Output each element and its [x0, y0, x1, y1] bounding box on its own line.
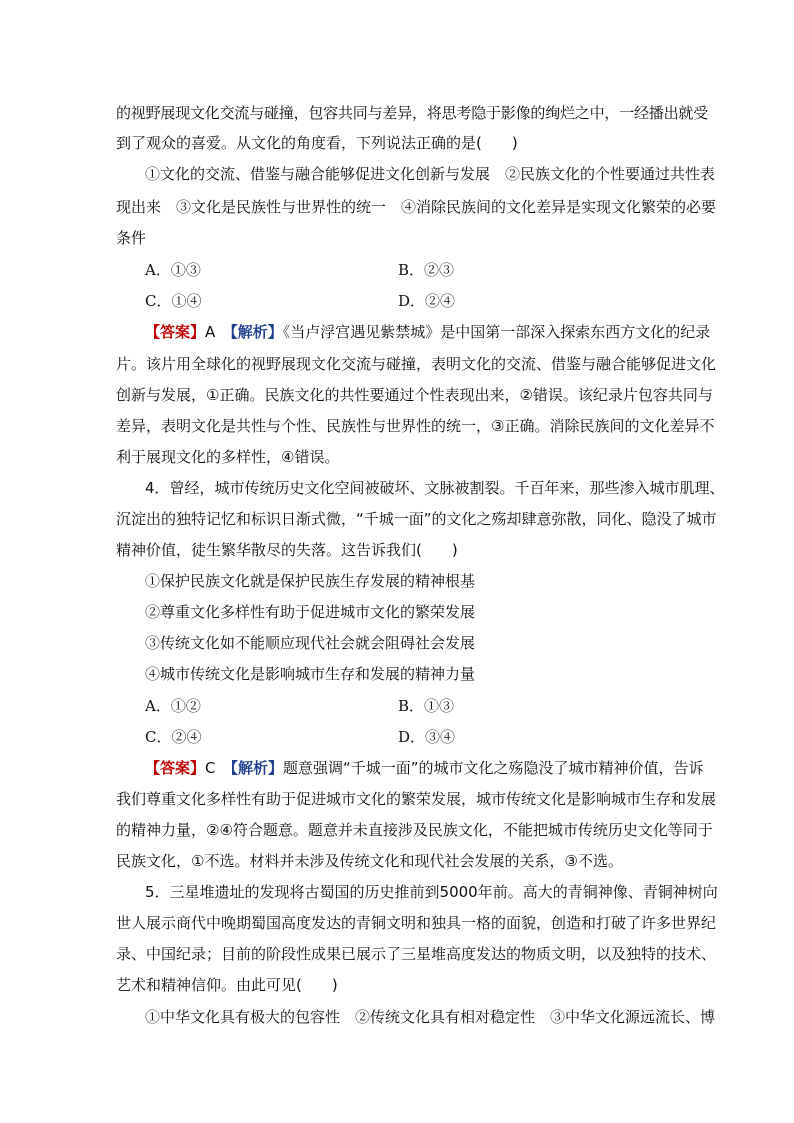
- q4-statement-4: ④城市传统文化是影响城市生存和发展的精神力量: [145, 665, 476, 683]
- q4-stem-line-3: 精神价值，徒生繁华散尽的失落。这告诉我们( ): [116, 541, 458, 559]
- q4-option-a: A．①②: [145, 697, 201, 715]
- q3-analysis-line-4: 差异，表明文化是共性与个性、民族性与世界性的统一，③正确。消除民族间的文化差异不: [116, 417, 715, 435]
- q4-option-d: D．③④: [398, 728, 456, 746]
- q4-statement-3: ③传统文化如不能顺应现代社会就会阻碍社会发展: [145, 634, 476, 652]
- q3-stem-line-1: 的视野展现文化交流与碰撞，包容共同与差异，将思考隐于影像的绚烂之中，一经播出就受: [116, 104, 709, 122]
- analysis-text: 《当卢浮宫遇见紫禁城》是中国第一部深入探索东西方文化的纪录: [282, 323, 711, 341]
- q5-stem-line-2: 世人展示商代中晚期蜀国高度发达的青铜文明和独具一格的面貌，创造和打破了许多世界纪: [116, 914, 717, 932]
- q4-stem-line-2: 沉淀出的独特记忆和标识日渐式微，“千城一面”的文化之殇却肆意弥散，同化、隐没了城市: [116, 510, 717, 528]
- q3-analysis-line-2: 片。该片用全球化的视野展现文化交流与碰撞，表明文化的交流、借鉴与融合能够促进文化: [116, 355, 717, 373]
- q4-analysis-line-2: 我们尊重文化多样性有助于促进城市文化的繁荣发展，城市传统文化是影响城市生存和发展: [116, 790, 717, 808]
- q3-option-b: B．②③: [398, 261, 455, 279]
- analysis-tag: 【解析】: [230, 323, 283, 341]
- q4-option-b: B．①③: [398, 697, 455, 715]
- q4-analysis-line-3: 的精神力量，②④符合题意。题意并未直接涉及民族文化，不能把城市传统历史文化等同于: [116, 821, 713, 839]
- analysis-text: 题意强调“千城一面”的城市文化之殇隐没了城市精神价值，告诉: [283, 759, 704, 777]
- q4-stem-line-1: 4．曾经，城市传统历史文化空间被破坏、文脉被割裂。千百年来，那些渗入城市肌理、: [145, 479, 725, 497]
- answer-tag: 【答案】: [145, 323, 206, 341]
- answer-letter: A: [205, 323, 231, 341]
- q5-statement-line-1: ①中华文化具有极大的包容性 ②传统文化具有相对稳定性 ③中华文化源远流长、博: [145, 1008, 716, 1026]
- q3-analysis-line-5: 利于展现文化的多样性，④错误。: [116, 448, 340, 466]
- q4-statement-2: ②尊重文化多样性有助于促进城市文化的繁荣发展: [145, 603, 476, 621]
- q3-option-c: C．①④: [145, 292, 202, 310]
- q3-option-a: A．①③: [145, 261, 201, 279]
- q3-answer-line: [145, 322, 710, 342]
- q3-statement-line-2: 现出来 ③文化是民族性与世界性的统一 ④消除民族间的文化差异是实现文化繁荣的必要: [116, 198, 717, 216]
- q4-option-c: C．②④: [145, 728, 202, 746]
- q5-stem-line-3: 录、中国纪录；目前的阶段性成果已展示了三星堆高度发达的物质文明，以及独特的技术、: [116, 945, 717, 963]
- q4-answer-line: [145, 758, 704, 778]
- q5-stem-line-1: 5．三星堆遗址的发现将古蜀国的历史推前到5000年前。高大的青铜神像、青铜神树向: [145, 883, 718, 901]
- q3-statement-line-1: ①文化的交流、借鉴与融合能够促进文化创新与发展 ②民族文化的个性要通过共性表: [145, 165, 716, 183]
- analysis-tag: 【解析】: [230, 759, 284, 777]
- answer-letter: C: [205, 759, 231, 777]
- q3-statement-line-3: 条件: [116, 229, 147, 247]
- q5-stem-line-4: 艺术和精神信仰。由此可见( ): [116, 976, 338, 994]
- q3-analysis-line-3: 创新与发展，①正确。民族文化的共性要通过个性表现出来，②错误。该纪录片包容共同与: [116, 386, 713, 404]
- q3-option-d: D．②④: [398, 292, 456, 310]
- q4-statement-1: ①保护民族文化就是保护民族生存发展的精神根基: [145, 572, 476, 590]
- answer-tag: 【答案】: [145, 759, 206, 777]
- q3-stem-line-2: 到了观众的喜爱。从文化的角度看，下列说法正确的是( ): [116, 134, 518, 152]
- q4-analysis-line-4: 民族文化，①不选。材料并未涉及传统文化和现代社会发展的关系，③不选。: [116, 852, 623, 870]
